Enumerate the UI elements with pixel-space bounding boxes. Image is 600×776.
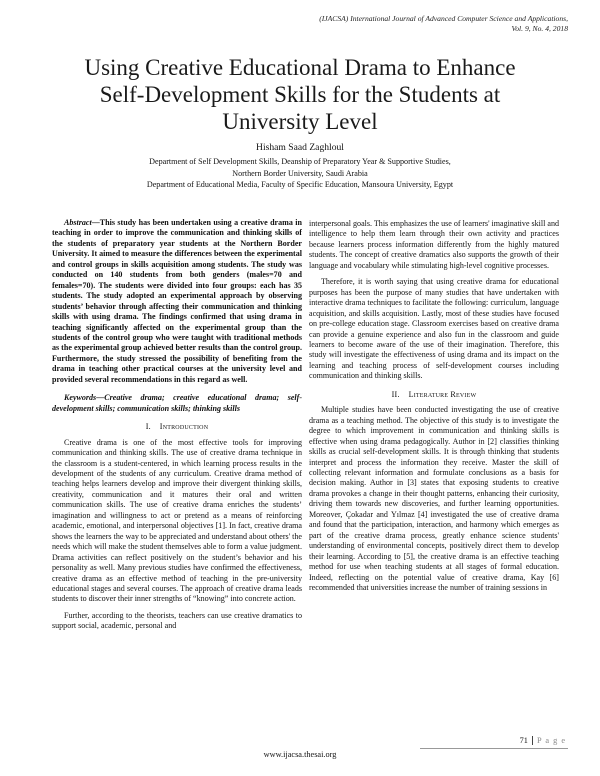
page-number-box bbox=[520, 736, 566, 745]
left-column bbox=[52, 218, 302, 632]
right-paragraph-1: interpersonal goals. This emphasizes the use of learners' imaginative skill and intelligence to help them learn through their own activity and practices because learners process information differently from the highly matured students. The concept of creative dramatics also supports the growth of their language and vocabulary while stimulating high-level cognitive processes. bbox=[309, 219, 560, 270]
title-line-3: University Level bbox=[222, 109, 378, 134]
journal-name: (IJACSA) International Journal of Advanced Computer Science and Applications, bbox=[319, 14, 568, 23]
affiliation-2: Northern Border University, Saudi Arabia bbox=[232, 168, 368, 178]
keywords bbox=[52, 393, 302, 414]
keywords-label: Keywords— bbox=[64, 393, 105, 403]
footer-divider bbox=[420, 748, 568, 749]
affiliation-1: Department of Self Development Skills, Deanship of Preparatory Year & Supportive Studies, bbox=[149, 157, 451, 166]
section-number: I. bbox=[145, 422, 151, 432]
literature-paragraph-1: Multiple studies have been conducted investigating the use of creative drama as a teaching method. The objective of this study is to investigate the degree to which improvement in communication and thinking skills is effective when using drama pedagogically. Author in [2] classifies thinking skills as crucial self-development skills. It is through thinking that students interpret and process the information they receive. Master the skill of collecting relevant information and formulate conclusions as a basis for decision making. Author in [3] states that exposing students to creative drama provokes a change in their thought patterns, enhancing their curiosity, driving them towards new discoveries, and further learning opportunities. Moreover, Çokadar and Yılmaz [4] investigated the use of creative drama and found that the participation, interaction, and harmony which emerges as part of the creative drama process, greatly enhance science students' understanding of environmental concepts, positively direct them to develop their learning. According to [5], the creative drama is an effective teaching method for use when teaching students at all stages of formal education. Indeed, reflecting on the potential value of creative drama, Kay [6] recommended that universities increase the number of training sessions in bbox=[309, 405, 559, 592]
right-column bbox=[309, 219, 559, 593]
journal-volume: Vol. 9, No. 4, 2018 bbox=[511, 24, 568, 33]
footer-url[interactable]: www.ijacsa.thesai.org bbox=[263, 750, 337, 759]
keywords-text: Creative drama; creative educational drama; self-development skills; communication skills; thinking skills bbox=[52, 393, 302, 413]
affiliation-3: Department of Educational Media, Faculty of Specific Education, Mansoura University, Egypt bbox=[146, 180, 454, 189]
abstract-label: Abstract— bbox=[64, 218, 100, 227]
author-affiliations bbox=[0, 156, 600, 191]
page-label: P a g e bbox=[536, 736, 566, 745]
section-heading-introduction bbox=[52, 422, 302, 432]
author-name: Hisham Saad Zaghloul bbox=[256, 142, 344, 153]
abstract bbox=[52, 218, 302, 385]
intro-paragraph-1: Creative drama is one of the most effective tools for improving communication and thinking skills. The use of creative drama technique in the classroom is a student-centered, in which learning process results in the development of the students of any curriculum. Creative drama method of teaching helps learners develop and improve their divergent thinking skills, creativity, communication and it matures their oral and written communication skills. The use of creative drama enriches the students’ imagination and willingness to act or pretend as a means of reinforcing academic, emotional, and interpersonal objectives [1]. In fact, creative drama shows the learners the way to be appreciated and understand about others' the needs which will make the student themselves able to form a value judgment. Drama activities can reflect positively on the student’s behavior and his personality as well. Many previous studies have confirmed the effectiveness, creative drama as an effective method of teaching in the pre-university educational stages and several courses. The approach of creative drama leads students to discover their inner strengths of “knowing” into concrete action. bbox=[52, 437, 302, 604]
abstract-text: This study has been undertaken using a creative drama in teaching in order to improve the communication and thinking skills of the students of preparatory year students at the Northern Border University. It aimed to measure the differences between the experimental and control groups in skills acquisition among students. The study was conducted on 140 students from both genders (males=70 and females=70). The students were divided into four groups: each has 35 students. The study adopted an experimental approach by observing students’ behavior through affecting their communication and thinking skills with using drama. The findings confirmed that using drama in teaching significantly affected on the experimental group than the students of the control group who were taught with traditional methods as the experimental group achieved better results than the control group. Furthermore, the study stressed the possibility of benefiting from the drama in teaching other practical courses at the university level and provided several recommendations in this regard as well. bbox=[52, 218, 302, 384]
intro-paragraph-2: Further, according to the theorists, teachers can use creative dramatics to support social, academic, personal and bbox=[52, 610, 302, 631]
section-heading-literature-review bbox=[309, 390, 559, 400]
section-number: II. bbox=[391, 389, 400, 399]
paper-title bbox=[60, 54, 540, 135]
title-line-1: Using Creative Educational Drama to Enhance bbox=[84, 55, 516, 80]
section-title: Literature Review bbox=[408, 389, 477, 399]
right-paragraph-2: Therefore, it is worth saying that using creative drama for educational purposes has been the purpose of many studies that have undertaken with interactive drama techniques to facilitate the following: curriculum, language acquisition, and skills acquisition. Lastly, most of these studies have focused on pre-college education stage. Classroom exercises based on creative drama can provide a genuine experience and also fun in the classroom and guide learners to become aware of the use of their imagination. Therefore, this study will investigate the effectiveness of using drama and its impact on the learning and teaching process of self-development courses including communication and thinking skills. bbox=[309, 277, 559, 381]
page-number: 71 bbox=[520, 736, 533, 745]
title-line-2: Self-Development Skills for the Students at bbox=[99, 82, 501, 107]
journal-header bbox=[148, 14, 568, 34]
section-title: Introduction bbox=[159, 422, 209, 432]
